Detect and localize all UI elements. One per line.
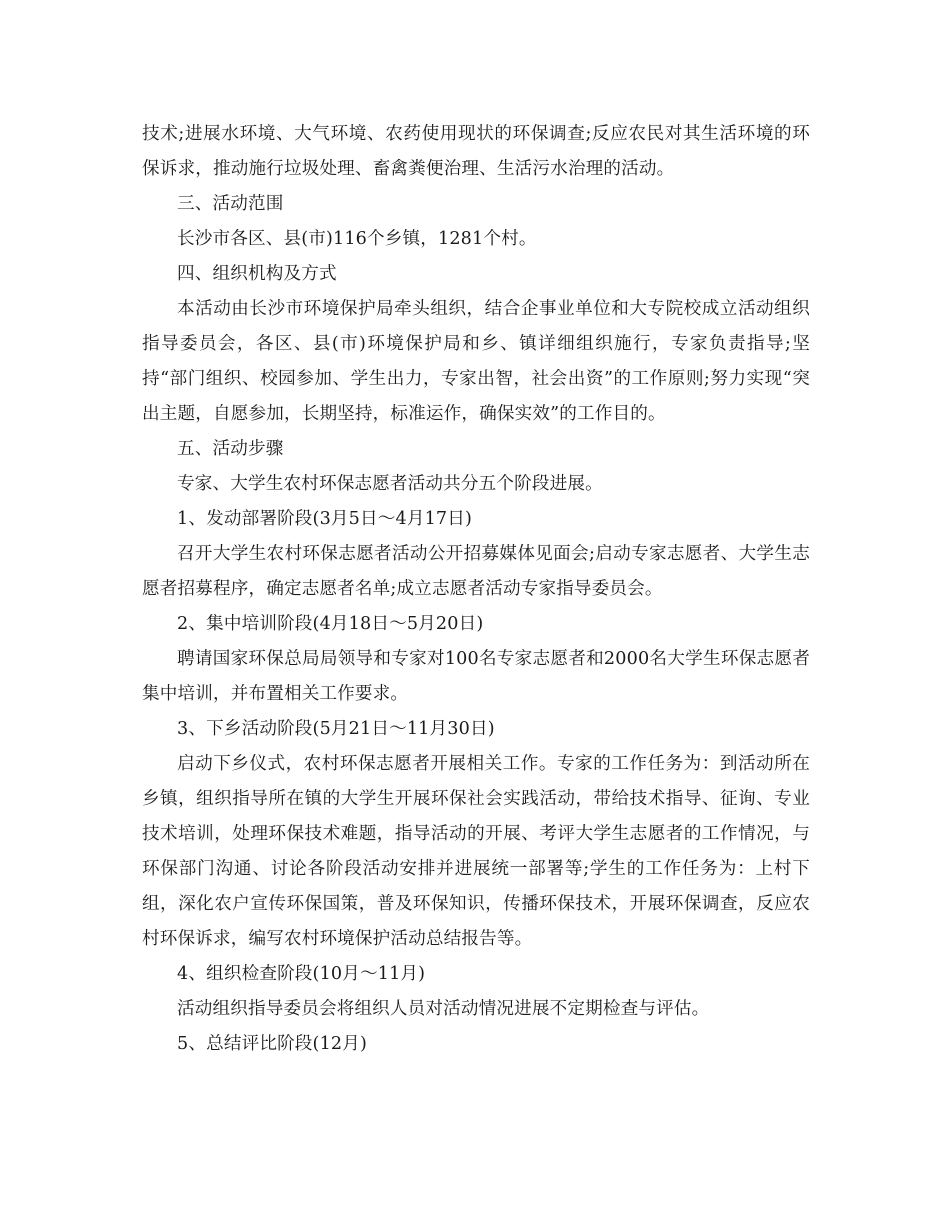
paragraph-steps-intro: 专家、大学生农村环保志愿者活动共分五个阶段进展。 xyxy=(177,474,603,494)
paragraph-continuation: 技术;进展水环境、大气环境、农药使用现状的环保调查;反应农民对其生活环境的环保诉求，推动施行垃圾处理、畜禽粪便治理、生活污水治理的活动。 xyxy=(142,124,810,179)
step-paragraph-3: 启动下乡仪式，农村环保志愿者开展相关工作。专家的工作任务为：到活动所在乡镇，组织指导所在镇的大学生开展环保社会实践活动，带给技术指导、征询、专业技术培训，处理环保技术难题，指导活动的开展、考评大学生志愿者的工作情况，与环保部门沟通、讨论各阶段活动安排并进展统一部署等;学生的工作任务为：上村下组，深化农户宣传环保国策，普及环保知识，传播环保技术，开展环保调查，反应农村环保诉求，编写农村环境保护活动总结报告等。 xyxy=(142,754,810,949)
step-paragraph-4: 活动组织指导委员会将组织人员对活动情况进展不定期检查与评估。 xyxy=(177,999,710,1019)
section-heading-steps: 五、活动步骤 xyxy=(177,439,284,459)
section-heading-organization: 四、组织机构及方式 xyxy=(177,264,337,284)
section-heading-scope: 三、活动范围 xyxy=(177,194,284,214)
step-heading-3: 3、下乡活动阶段(5月21日～11月30日) xyxy=(177,719,495,739)
step-paragraph-1: 召开大学生农村环保志愿者活动公开招募媒体见面会;启动专家志愿者、大学生志愿者招募程序，确定志愿者名单;成立志愿者活动专家指导委员会。 xyxy=(142,544,810,599)
step-heading-1: 1、发动部署阶段(3月5日～4月17日) xyxy=(177,509,473,529)
step-heading-5: 5、总结评比阶段(12月) xyxy=(177,1034,368,1054)
step-heading-2: 2、集中培训阶段(4月18日～5月20日) xyxy=(177,614,484,634)
paragraph-scope: 长沙市各区、县(市)116个乡镇，1281个村。 xyxy=(177,229,537,249)
document-body xyxy=(142,117,810,1062)
paragraph-organization: 本活动由长沙市环境保护局牵头组织，结合企事业单位和大专院校成立活动组织指导委员会，各区、县(市)环境保护局和乡、镇详细组织施行，专家负责指导;坚持“部门组织、校园参加、学生出力，专家出智，社会出资”的工作原则;努力实现“突出主题，自愿参加，长期坚持，标准运作，确保实效”的工作目的。 xyxy=(142,299,810,424)
step-heading-4: 4、组织检查阶段(10月～11月) xyxy=(177,964,426,984)
step-paragraph-2: 聘请国家环保总局局领导和专家对100名专家志愿者和2000名大学生环保志愿者集中培训，并布置相关工作要求。 xyxy=(142,649,810,704)
